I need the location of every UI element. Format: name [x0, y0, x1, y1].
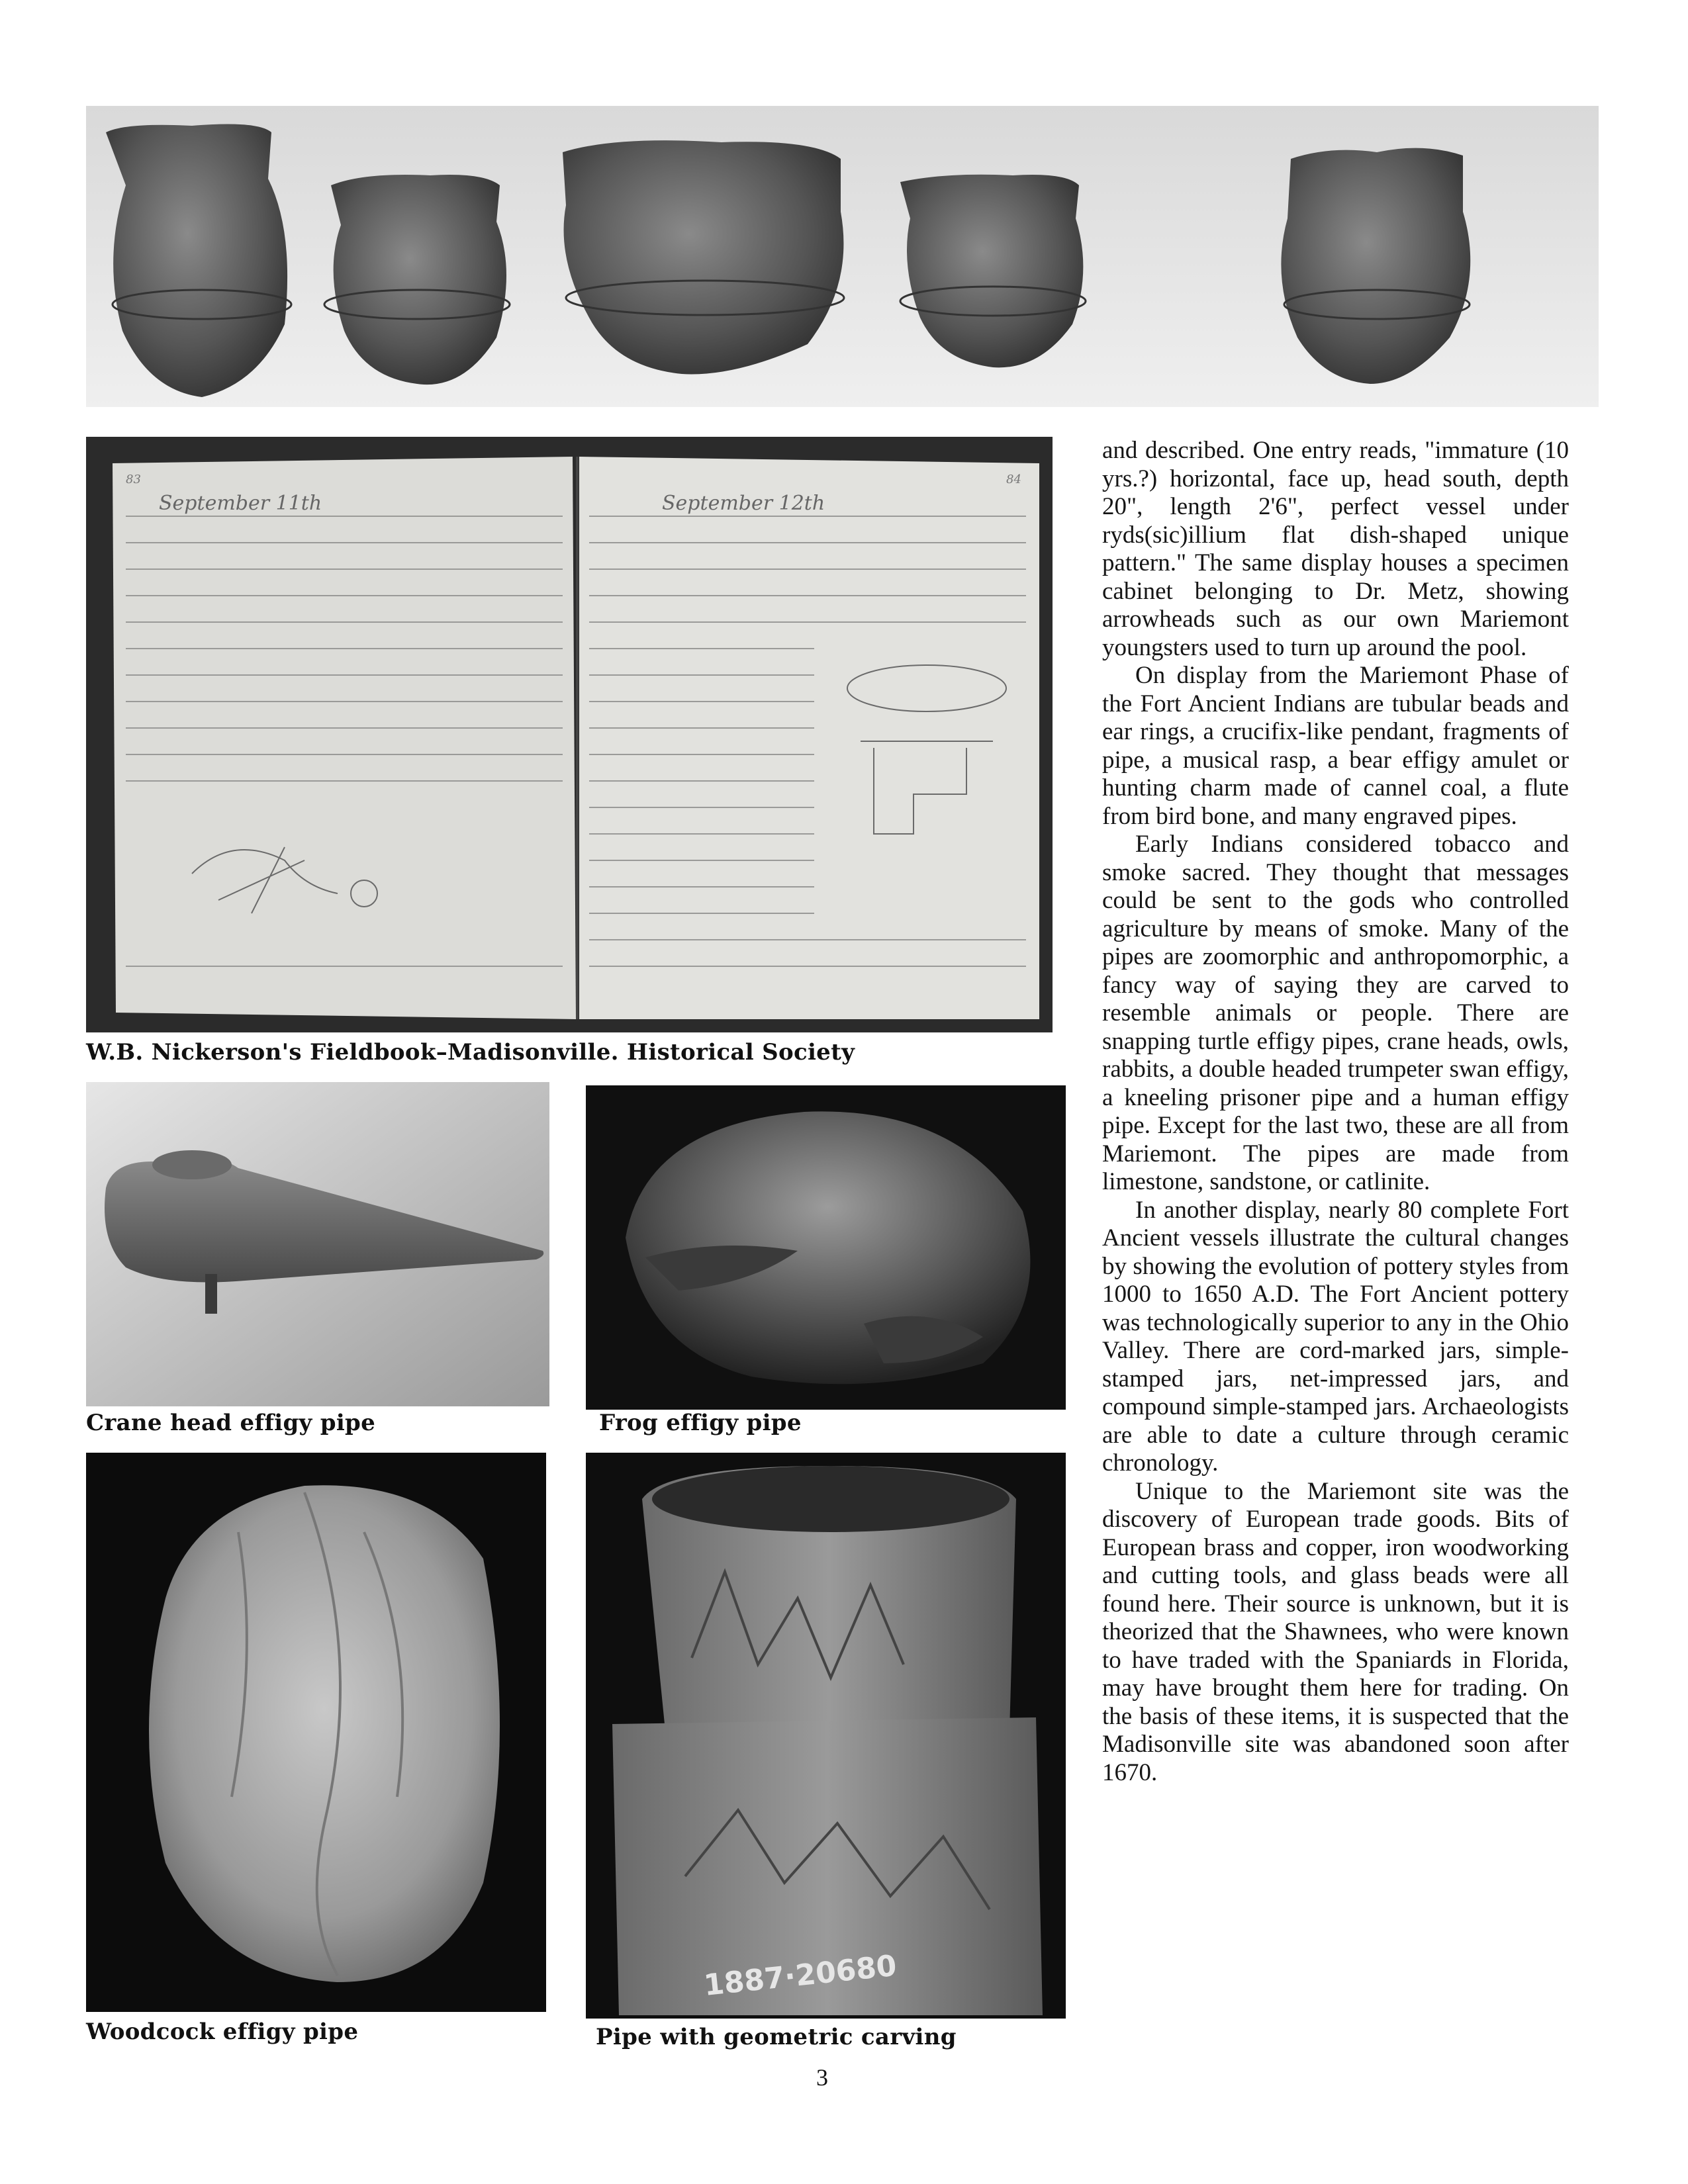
article-text: [1102, 437, 1569, 1787]
article-paragraph: Unique to the Mariemont site was the discovery of European trade goods. Bits of European brass and copper, iron woodworking and cutting tools, and glass beads were all found here. Their source is unknown, but it is theorized that the Shawnees, who were known to have traded with the Spaniards in Florida, may have brought them here for trading. On the basis of these items, it is suspected that the Madisonville site was abandoned soon after 1670.: [1102, 1477, 1569, 1786]
frog-pipe-photo: [586, 1085, 1066, 1410]
pottery-vessels-icon: [86, 106, 1599, 407]
crane-pipe-icon: [86, 1082, 549, 1406]
frog-caption: Frog effigy pipe: [599, 1410, 802, 1436]
pottery-photo: [86, 106, 1599, 407]
article-paragraph: In another display, nearly 80 complete Fort Ancient vessels illustrate the cultural changes by showing the evolution of pottery styles from 1000 to 1650 A.D. The Fort Ancient pottery was technologically superior to any in the Ohio Valley. There are cord-marked jars, simple-stamped jars, net-impressed jars, and compound simple-stamped jars. Archaeologists are able to date a culture through ceramic chronology.: [1102, 1196, 1569, 1477]
fieldbook-left-heading: September 11th: [159, 492, 322, 515]
woodcock-caption: Woodcock effigy pipe: [86, 2019, 359, 2045]
fieldbook-left-page-number: 83: [126, 473, 141, 486]
fieldbook-caption: W.B. Nickerson's Fieldbook–Madisonville. Historical Society: [86, 1039, 855, 1066]
geometric-catalog-number: 1887·20680: [702, 1948, 898, 2003]
article-paragraph: Early Indians considered tobacco and smoke sacred. They thought that messages could be sent to the gods who controlled agriculture by means of smoke. Many of the pipes are zoomorphic and anthropomorphic, a fancy way of saying they are carved to resemble animals or people. There are snapping turtle effigy pipes, crane heads, owls, rabbits, a double headed trumpeter swan effigy, a kneeling prisoner pipe and a human effigy pipe. Except for the last two, these are all from Mariemont. The pipes are made from limestone, sandstone, or catlinite.: [1102, 831, 1569, 1195]
page-number: 3: [816, 2064, 828, 2091]
fieldbook-pages-icon: [86, 437, 1053, 1032]
crane-pipe-photo: [86, 1082, 549, 1406]
woodcock-pipe-icon: [86, 1453, 546, 2012]
geometric-pipe-icon: [586, 1453, 1066, 2019]
woodcock-pipe-photo: [86, 1453, 546, 2012]
crane-caption: Crane head effigy pipe: [86, 1410, 376, 1436]
geometric-caption: Pipe with geometric carving: [596, 2024, 957, 2050]
fieldbook-photo: [86, 437, 1053, 1032]
frog-pipe-icon: [586, 1085, 1066, 1410]
fieldbook-right-heading: September 12th: [662, 492, 825, 515]
fieldbook-right-page-number: 84: [1006, 473, 1021, 486]
geometric-pipe-photo: [586, 1453, 1066, 2019]
article-paragraph: and described. One entry reads, "immature (10 yrs.?) horizontal, face up, head south, depth 20", length 2'6", perfect vessel under ryds(sic)illium flat dish-shaped unique pattern." The same display houses a specimen cabinet belonging to Dr. Metz, showing arrowheads such as our own Mariemont youngsters used to turn up around the pool.: [1102, 437, 1569, 661]
article-paragraph: On display from the Mariemont Phase of the Fort Ancient Indians are tubular beads and ear rings, a crucifix-like pendant, fragments of pipe, a musical rasp, a bear effigy amulet or hunting charm made of cannel coal, a flute from bird bone, and many engraved pipes.: [1102, 662, 1569, 830]
